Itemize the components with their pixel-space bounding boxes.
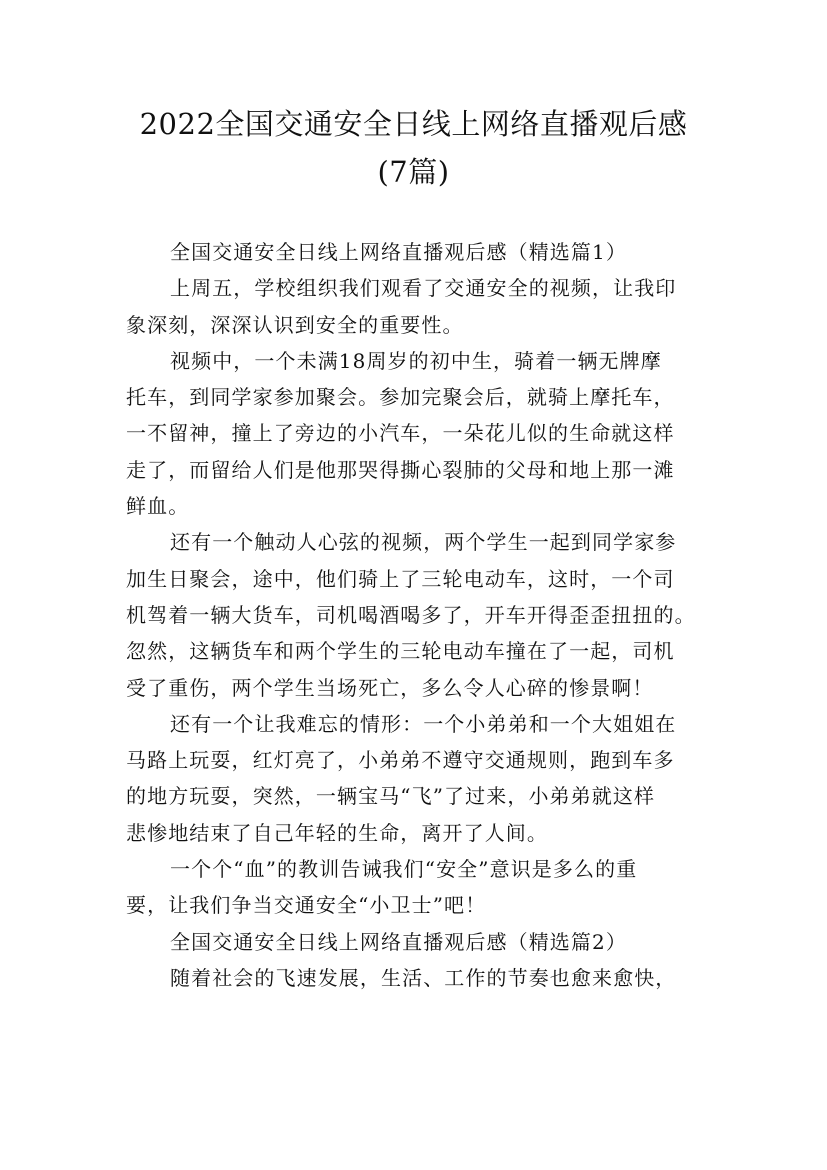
text-line: 视频中，一个未满18周岁的初中生，骑着一辆无牌摩 <box>170 348 662 373</box>
text-line: 的地方玩耍，突然，一辆宝马“飞”了过来，小弟弟就这样 <box>126 784 656 809</box>
text-line: 鲜血。 <box>126 494 190 519</box>
text-line: 一个个“血”的教训告诫我们“安全”意识是多么的重 <box>170 857 638 882</box>
text-line: 全国交通安全日线上网络直播观后感（精选篇2） <box>170 929 627 954</box>
text-line: 加生日聚会，途中，他们骑上了三轮电动车，这时，一个司 <box>126 566 675 591</box>
text-line: 托车，到同学家参加聚会。参加完聚会后，就骑上摩托车， <box>126 385 675 410</box>
text-line: 走了，而留给人们是他那哭得撕心裂肺的父母和地上那一滩 <box>126 457 675 482</box>
document-title <box>90 100 737 196</box>
text-line: 随着社会的飞速发展，生活、工作的节奏也愈来愈快， <box>170 965 677 990</box>
title-line-1: 2022全国交通安全日线上网络直播观后感 <box>139 107 688 141</box>
text-line: 悲惨地结束了自己年轻的生命，离开了人间。 <box>126 820 548 845</box>
text-line: 要，让我们争当交通安全“小卫士”吧！ <box>126 893 487 918</box>
text-line: 受了重伤，两个学生当场死亡，多么令人心碎的惨景啊！ <box>126 675 654 700</box>
document-body <box>126 234 716 996</box>
text-line: 机驾着一辆大货车，司机喝酒喝多了，开车开得歪歪扭扭的。 <box>126 602 696 627</box>
text-line: 上周五，学校组织我们观看了交通安全的视频，让我印 <box>170 276 677 301</box>
text-line: 马路上玩耍，红灯亮了，小弟弟不遵守交通规则，跑到车多 <box>126 748 675 773</box>
text-line: 全国交通安全日线上网络直播观后感（精选篇1） <box>170 240 627 264</box>
text-line: 忽然，这辆货车和两个学生的三轮电动车撞在了一起，司机 <box>126 639 675 664</box>
text-line: 象深刻，深深认识到安全的重要性。 <box>126 312 464 337</box>
text-line: 一不留神，撞上了旁边的小汽车，一朵花儿似的生命就这样 <box>126 421 675 446</box>
text-line: 还有一个触动人心弦的视频，两个学生一起到同学家参 <box>170 530 677 555</box>
title-line-2: (7篇) <box>377 155 450 189</box>
text-line: 还有一个让我难忘的情形：一个小弟弟和一个大姐姐在 <box>170 711 677 736</box>
